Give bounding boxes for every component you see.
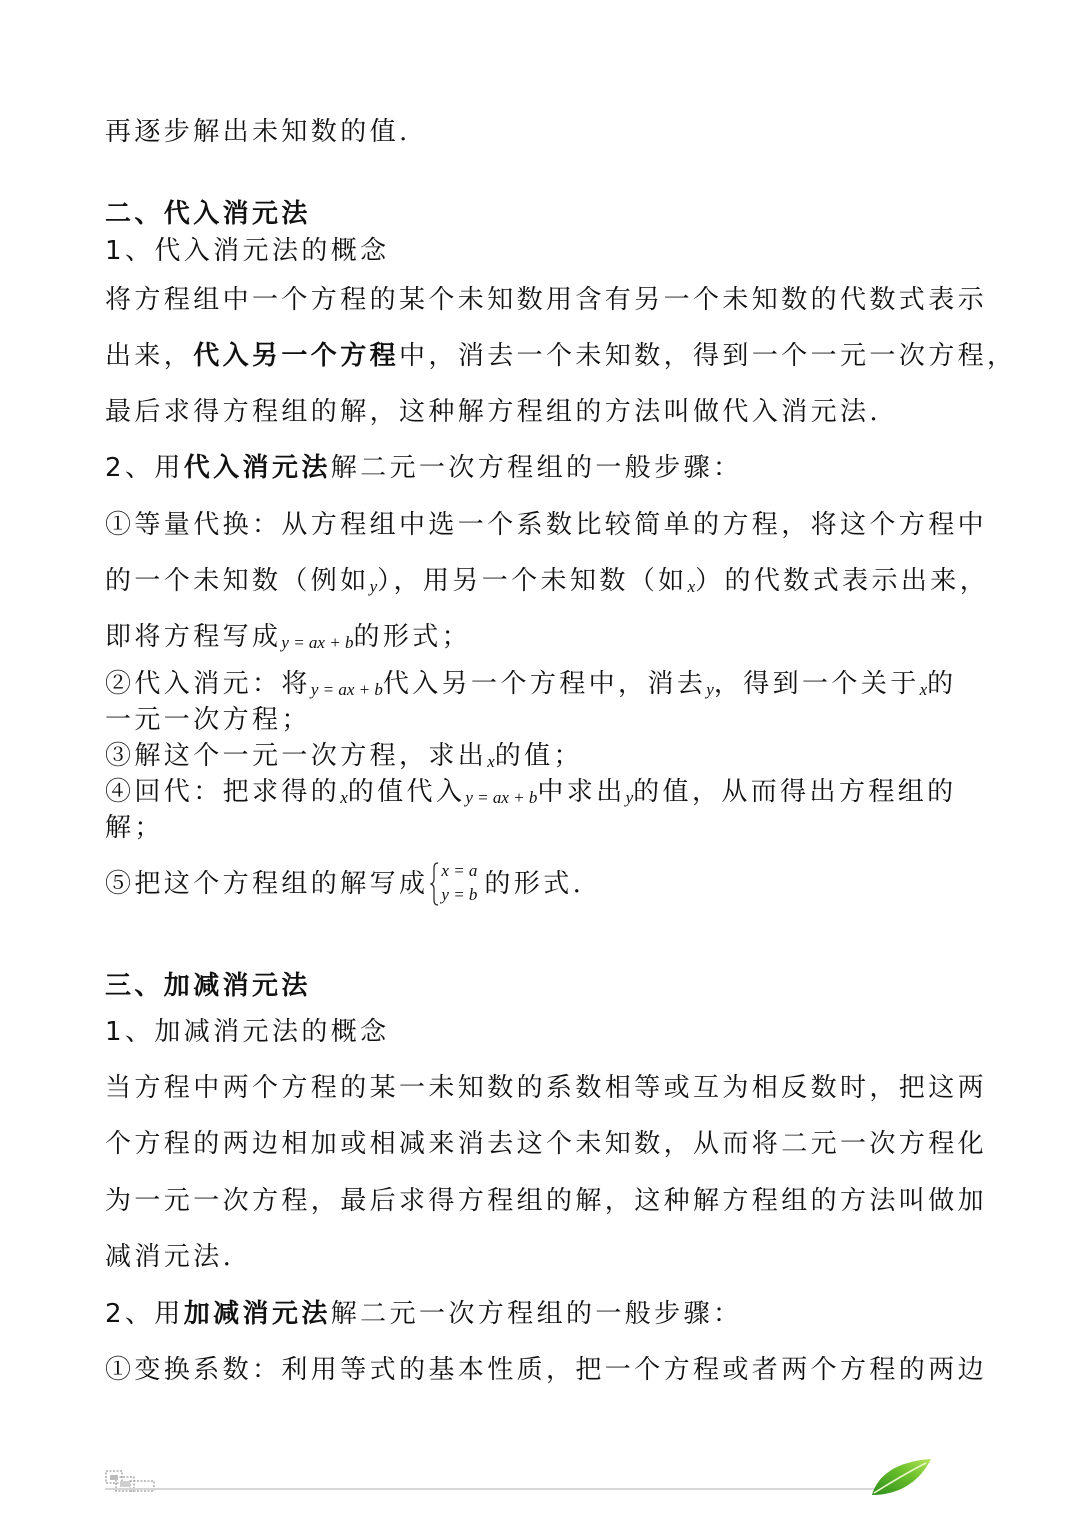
brace-icon <box>430 862 440 906</box>
section-heading-elimination: 三、加减消元法 <box>105 971 311 1001</box>
step-text: ），用另一个未知数（如 <box>377 566 688 596</box>
step-text: 的形式. <box>484 869 585 899</box>
step-2-line-1 <box>105 668 957 706</box>
steps-suffix: 解二元一次方程组的一般步骤： <box>330 1299 743 1329</box>
step-text: ，得到一个关于 <box>713 669 920 699</box>
substitution-concept-line-1: 将方程组中一个方程的某个未知数用含有另一个未知数的代数式表示 <box>105 285 988 315</box>
subheading-substitution-concept: 1、代入消元法的概念 <box>105 236 390 266</box>
elimination-concept-line-3: 为一元一次方程，最后求得方程组的解，这种解方程组的方法叫做加 <box>105 1186 988 1216</box>
system-row-2: y = b <box>441 885 478 904</box>
concept-text: 中，消去一个未知数，得到一个一元一次方程， <box>399 341 1017 371</box>
leaf-icon <box>868 1455 934 1501</box>
step-text: 代入另一个方程中，消去 <box>382 669 707 699</box>
step-3-line <box>105 740 583 778</box>
step-1-line-3 <box>105 621 471 659</box>
equation-system <box>430 862 482 908</box>
step-2-line-2: 一元一次方程； <box>105 705 311 735</box>
steps-suffix: 解二元一次方程组的一般步骤： <box>330 453 743 483</box>
footer-logo-icon <box>104 1467 158 1497</box>
elimination-concept-line-4: 减消元法. <box>105 1242 235 1272</box>
step-text: 的值代入 <box>347 777 466 807</box>
step-text: 的值，从而得出方程组的 <box>633 777 957 807</box>
math-var-x: x <box>487 752 495 771</box>
step-text: 即将方程写成 <box>105 622 282 652</box>
concept-text: 出来， <box>105 341 194 371</box>
step-text: 中求出 <box>537 777 626 807</box>
subheading-elimination-steps <box>105 1298 742 1330</box>
step-1-line-1: ①等量代换：从方程组中选一个系数比较简单的方程，将这个方程中 <box>105 510 988 540</box>
steps-prefix: 2、用 <box>105 1299 184 1329</box>
math-var-x: x <box>340 788 348 807</box>
step-text: ）的代数式表示出来， <box>695 566 990 596</box>
system-row-1: x = a <box>441 861 478 880</box>
step-4-line-2: 解； <box>105 813 164 843</box>
math-var-y: y <box>625 788 634 807</box>
intro-tail-line: 再逐步解出未知数的值. <box>105 117 411 147</box>
math-var-y: y <box>706 680 714 699</box>
substitution-concept-line-2 <box>105 340 1016 372</box>
subheading-substitution-steps <box>105 452 742 484</box>
step-text: 的一个未知数（例如 <box>105 566 370 596</box>
elimination-step-1-line: ①变换系数：利用等式的基本性质，把一个方程或者两个方程的两边 <box>105 1355 988 1385</box>
step-1-line-2 <box>105 565 989 603</box>
step-text: 的 <box>927 669 957 699</box>
step-text: ④回代：把求得的 <box>105 777 341 807</box>
math-var-x: x <box>687 577 696 596</box>
subheading-elimination-concept: 1、加减消元法的概念 <box>105 1017 390 1047</box>
section-heading-substitution: 二、代入消元法 <box>105 199 311 229</box>
math-expression: y = ax + b <box>310 680 383 699</box>
math-var-y: y <box>369 577 378 596</box>
math-expression: y = ax + b <box>465 788 538 807</box>
math-expression: y = ax + b <box>281 633 354 652</box>
emphasis-text: 加减消元法 <box>183 1299 331 1329</box>
step-text: ③解这个一元一次方程，求出 <box>105 741 488 771</box>
emphasis-text: 代入另一个方程 <box>193 341 400 371</box>
step-text: 的形式； <box>353 622 472 652</box>
step-text: 的值； <box>494 741 583 771</box>
step-text: ②代入消元：将 <box>105 669 311 699</box>
math-var-x: x <box>919 680 928 699</box>
step-5-line <box>105 862 584 908</box>
elimination-concept-line-2: 个方程的两边相加或相减来消去这个未知数，从而将二元一次方程化 <box>105 1129 988 1159</box>
footer-divider <box>105 1488 895 1490</box>
substitution-concept-line-3: 最后求得方程组的解，这种解方程组的方法叫做代入消元法. <box>105 397 882 427</box>
step-text: ⑤把这个方程组的解写成 <box>105 869 429 899</box>
emphasis-text: 代入消元法 <box>183 453 331 483</box>
steps-prefix: 2、用 <box>105 453 184 483</box>
step-4-line-1 <box>105 776 957 814</box>
elimination-concept-line-1: 当方程中两个方程的某一未知数的系数相等或互为相反数时，把这两 <box>105 1073 988 1103</box>
